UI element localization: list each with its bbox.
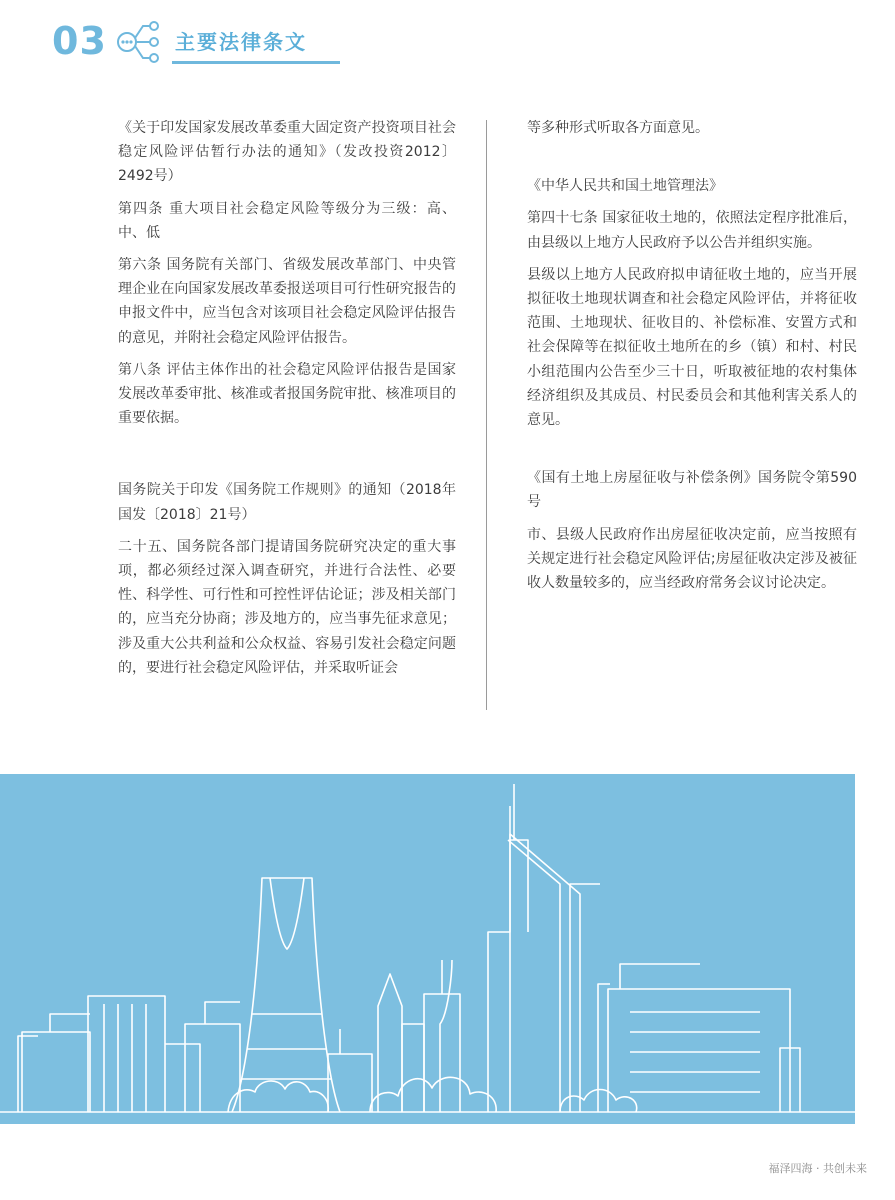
- article-paragraph: 等多种形式听取各方面意见。: [527, 120, 709, 136]
- article-paragraph: 第八条 评估主体作出的社会稳定风险评估报告是国家发展改革委审批、核准或者报国务院审批、核准项目的重要依据。: [118, 361, 456, 427]
- section-number: 03: [52, 19, 107, 63]
- doc-heading: 《中华人民共和国土地管理法》: [527, 178, 723, 195]
- article-paragraph: 市、县级人民政府作出房屋征收决定前，应当按照有关规定进行社会稳定风险评估;房屋征收决定涉及被征收人数量较多的，应当经政府常务会议讨论决定。: [527, 526, 857, 592]
- footer-slogan: 福泽四海 · 共创未来: [768, 1162, 867, 1175]
- column-divider: [486, 120, 487, 710]
- article-paragraph: 第六条 国务院有关部门、省级发展改革部门、中央管理企业在向国家发展改革委报送项目可行性研究报告的申报文件中，应当包含对该项目社会稳定风险评估报告的意见，并附社会稳定风险评估报告。: [118, 257, 456, 346]
- left-column: [118, 116, 456, 688]
- title-underline: [172, 61, 340, 64]
- network-icon: [115, 18, 163, 66]
- article-paragraph: 第四条 重大项目社会稳定风险等级分为三级：高、中、低: [118, 200, 456, 241]
- doc-heading: 《关于印发国家发展改革委重大固定资产投资项目社会稳定风险评估暂行办法的通知》（发改投资2012〕2492号）: [118, 120, 456, 185]
- right-column: [527, 116, 857, 603]
- article-paragraph: 第四十七条 国家征收土地的，依照法定程序批准后，由县级以上地方人民政府予以公告并组织实施。: [527, 210, 857, 251]
- article-paragraph: 二十五、国务院各部门提请国务院研究决定的重大事项，都必须经过深入调查研究，并进行合法性、必要性、科学性、可行性和可控性评估论证；涉及相关部门的，应当充分协商；涉及地方的，应当事先征求意见；涉及重大公共利益和公众权益、容易引发社会稳定问题的，要进行社会稳定风险评估，并采取听证会: [118, 538, 456, 676]
- article-paragraph: 县级以上地方人民政府拟申请征收土地的，应当开展拟征收土地现状调查和社会稳定风险评估，并将征收范围、土地现状、征收目的、补偿标准、安置方式和社会保障等在拟征收土地所在的乡（镇）和村、村民小组范围内公告至少三十日，听取被征地的农村集体经济组织及其成员、村民委员会和其他利害关系人的意见。: [527, 266, 857, 429]
- doc-heading: 国务院关于印发《国务院工作规则》的通知（2018年国发〔2018〕21号）: [118, 482, 456, 523]
- section-title: 主要法律条文: [175, 30, 307, 54]
- city-skyline-illustration: [0, 774, 855, 1124]
- doc-heading: 《国有土地上房屋征收与补偿条例》国务院令第590号: [527, 470, 857, 511]
